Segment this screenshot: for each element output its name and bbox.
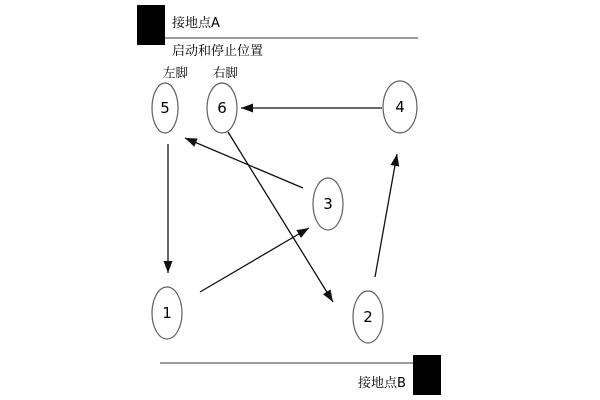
- ground-pad-a: [137, 5, 165, 45]
- start-stop-position-label: 启动和停止位置: [172, 44, 264, 59]
- ground-pad-b: [413, 355, 441, 395]
- step-node-1-label: 1: [162, 304, 172, 322]
- ground-point-a-label: 接地点A: [172, 16, 220, 31]
- left-foot-label: 左脚: [163, 65, 189, 80]
- right-foot-label: 右脚: [213, 65, 239, 80]
- arrow-3-to-5: [185, 138, 303, 188]
- step-node-3: [313, 178, 343, 230]
- step-node-4-label: 4: [395, 98, 405, 116]
- step-node-1: [152, 287, 182, 339]
- ground-point-b-label: 接地点B: [358, 376, 406, 391]
- step-node-5-label: 5: [160, 99, 170, 117]
- step-node-2-label: 2: [363, 308, 373, 326]
- step-node-4: [383, 81, 417, 133]
- step-node-3-label: 3: [323, 195, 333, 213]
- step-node-6: [207, 83, 237, 133]
- step-node-6-label: 6: [217, 99, 227, 117]
- step-node-5: [152, 83, 178, 133]
- arrow-2-to-4: [375, 154, 397, 277]
- step-node-2: [353, 291, 383, 343]
